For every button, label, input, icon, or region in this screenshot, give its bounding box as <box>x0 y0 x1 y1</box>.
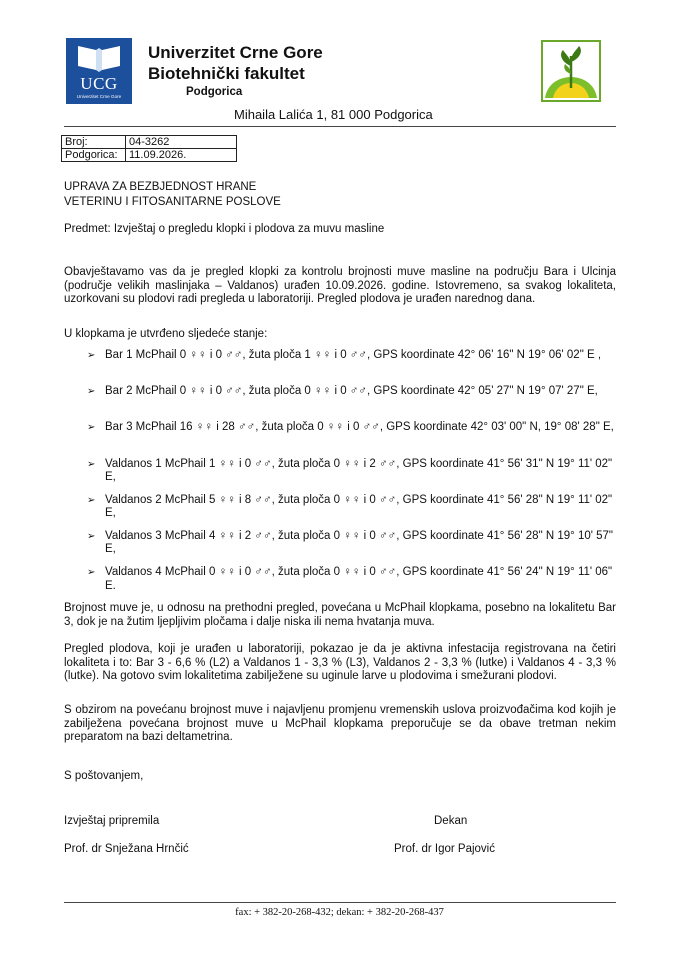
footer-contact: fax: + 382-20-268-432; dekan: + 382-20-268-437 <box>235 907 444 918</box>
trap-entry: Bar 3 McPhail 16 ♀♀ i 28 ♂♂, žuta ploča 0 ♀♀ i 0 ♂♂, GPS koordinate 42° 03' 00" N, 19° 08' 28" E, <box>105 421 614 434</box>
book-icon <box>66 40 132 74</box>
table-row <box>62 149 237 162</box>
trap-entry: Valdanos 1 McPhail 1 ♀♀ i 0 ♂♂, žuta ploča 0 ♀♀ i 2 ♂♂, GPS koordinate 41° 56' 31" N 19° 11' 02" E, <box>105 457 613 484</box>
footer-divider <box>64 902 616 903</box>
population-paragraph: Brojnost muve je, u odnosu na prethodni pregled, povećana u McPhail klopkama, posebno na lokalitetu Bar 3, dok je na žutim ljepljivim pločama i dalje niska ili nema hvatanja muva. <box>64 602 616 628</box>
list-item <box>87 566 615 593</box>
recipient-block <box>64 180 281 210</box>
recommendation-paragraph: S obzirom na povećanu brojnost muve i najavljenu promjenu vremenskih uslova proizvođačima kod kojih je zabilježena povećana brojnost muve u McPhail klopkama preporučuje se da obave tretman nekim preparatom na bazi deltametrina. <box>64 704 616 743</box>
dean-role: Dekan <box>434 815 468 827</box>
recipient-line: VETERINU I FITOSANITARNE POSLOVE <box>64 196 281 208</box>
list-item <box>87 458 615 485</box>
arrow-bullet-icon: ➢ <box>87 494 96 506</box>
trap-entry: Valdanos 4 McPhail 0 ♀♀ i 0 ♂♂, žuta ploča 0 ♀♀ i 0 ♂♂, GPS koordinate 41° 56' 24" N 19° 11' 06" E. <box>105 566 613 592</box>
preparer-role: Izvještaj pripremila <box>64 815 160 827</box>
list-item <box>87 349 615 376</box>
reference-date-value: 11.09.2026. <box>126 149 237 162</box>
fruit-analysis-paragraph: Pregled plodova, koji je urađen u laboratoriji, pokazao je da je aktivna infestacija registrovana na četiri lokaliteta i to: Bar 3 - 6,6 % (L2) a Valdanos 1 - 3,3 % (L3), Valdanos 2 - 3,3 % (lutke) i Valdanos 4 - 3,3 % (lutke). Na gotovo svim lokalitetima zabilježene su uginule larve u plodovima i smežurani plodovi. <box>64 643 616 682</box>
arrow-bullet-icon: ➢ <box>87 386 96 398</box>
address: Mihaila Lalića 1, 81 000 Podgorica <box>234 107 433 122</box>
reference-number-label: Broj: <box>62 136 126 149</box>
trap-entry: Bar 1 McPhail 0 ♀♀ i 0 ♂♂, žuta ploča 1 ♀♀ i 0 ♂♂, GPS koordinate 42° 06' 16" N 19° 06' 02" E , <box>105 349 602 361</box>
preparer-name: Prof. dr Snježana Hrnčić <box>64 843 189 855</box>
ucg-logo <box>66 38 132 104</box>
arrow-bullet-icon: ➢ <box>87 350 96 361</box>
table-row <box>62 136 237 149</box>
arrow-bullet-icon: ➢ <box>87 530 96 542</box>
list-item <box>87 494 615 521</box>
list-item <box>87 385 615 412</box>
list-item <box>87 530 615 557</box>
faculty-name: Biotehnički fakultet <box>148 64 305 83</box>
ucg-logo-text: UCG <box>80 74 118 93</box>
intro-paragraph: Obavještavamo vas da je pregled klopki za kontrolu brojnosti muve masline na području Bara i Ulcinja (područje velikih maslinjaka – Valdanos) urađen 10.09.2026. godine. Istovremeno, sa svakog lokaliteta, uzorkovani su plodovi radi pregleda u laboratoriji. Pregled plodova je urađen narednog dana. <box>64 266 616 305</box>
reference-date-label: Podgorica: <box>62 149 126 162</box>
trap-list <box>87 349 615 602</box>
recipient-line: UPRAVA ZA BEZBJEDNOST HRANE <box>64 181 257 193</box>
faculty-city: Podgorica <box>186 86 243 98</box>
list-item <box>87 421 615 448</box>
reference-table <box>61 135 237 162</box>
trap-entry: Bar 2 McPhail 0 ♀♀ i 0 ♂♂, žuta ploča 0 ♀♀ i 0 ♂♂, GPS koordinate 42° 05' 27" N 19° 07' 27" E, <box>105 385 598 398</box>
arrow-bullet-icon: ➢ <box>87 458 96 470</box>
trap-entry: Valdanos 3 McPhail 4 ♀♀ i 2 ♂♂, žuta ploča 0 ♀♀ i 0 ♂♂, GPS koordinate 41° 56' 28" N 19° 10' 57" E, <box>105 529 613 556</box>
list-intro: U klopkama je utvrđeno sljedeće stanje: <box>64 328 268 340</box>
header-divider <box>64 126 616 127</box>
arrow-bullet-icon: ➢ <box>87 567 96 579</box>
reference-number-value: 04-3262 <box>126 136 237 149</box>
closing-salutation: S poštovanjem, <box>64 770 144 782</box>
ucg-logo-subtext: Univerzitet Crne Gore <box>76 94 122 99</box>
subject-line: Predmet: Izvještaj o pregledu klopki i plodova za muvu masline <box>64 223 385 235</box>
sprout-icon <box>541 40 601 102</box>
trap-entry: Valdanos 2 McPhail 5 ♀♀ i 8 ♂♂, žuta ploča 0 ♀♀ i 0 ♂♂, GPS koordinate 41° 56' 28" N 19° 11' 02" E, <box>105 493 613 520</box>
dean-name: Prof. dr Igor Pajović <box>394 843 495 855</box>
university-name: Univerzitet Crne Gore <box>148 43 323 62</box>
arrow-bullet-icon: ➢ <box>87 422 96 434</box>
